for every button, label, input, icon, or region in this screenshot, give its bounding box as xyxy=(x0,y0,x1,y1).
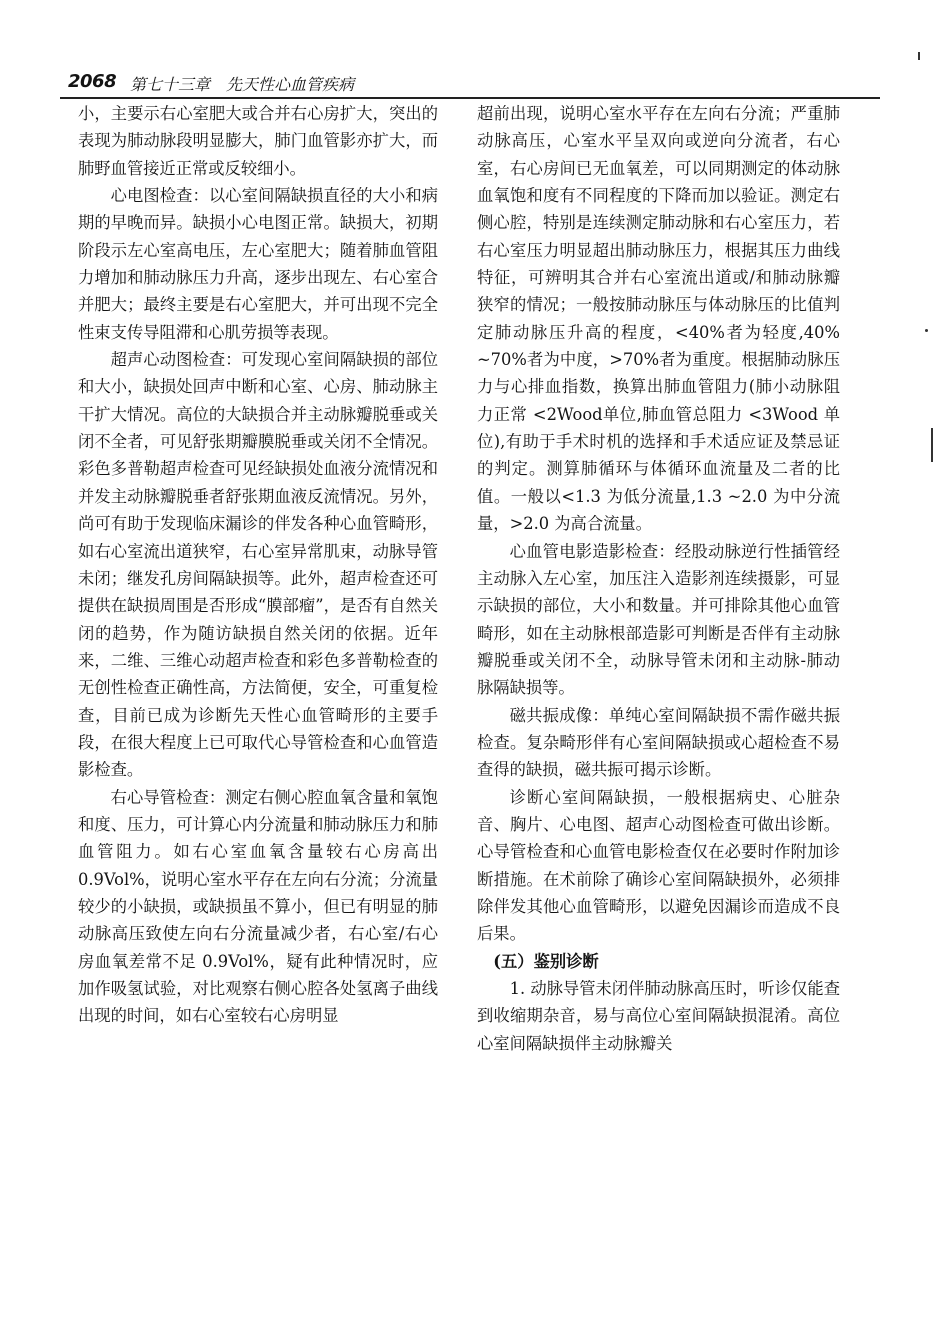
paragraph-ecg: 心电图检查：以心室间隔缺损直径的大小和病期的早晚而异。缺损小心电图正常。缺损大，初期阶段示左心室高电压，左心室肥大；随着肺血管阻力增加和肺动脉压力升高，逐步出现左、右心室合并肥大；最终主要是右心室肥大，并可出现不完全性束支传导阻滞和心肌劳损等表现。 xyxy=(78,186,438,342)
chapter-title: 第七十三章 先天性心血管疾病 xyxy=(130,75,355,94)
paragraph-angiography: 心血管电影造影检查：经股动脉逆行性插管经主动脉入左心室，加压注入造影剂连续摄影，可显示缺损的部位，大小和数量。并可排除其他心血管畸形，如在主动脉根部造影可判断是否伴有主动脉瓣脱垂或关闭不全，动脉导管未闭和主动脉-肺动脉隔缺损等。 xyxy=(477,541,840,698)
scan-mark-line xyxy=(931,428,933,462)
left-column xyxy=(78,100,438,1030)
paragraph-diagnosis-summary: 诊断心室间隔缺损，一般根据病史、心脏杂音、胸片、心电图、超声心动图检查可做出诊断。心导管检查和心血管电影检查仅在必要时作附加诊断措施。在术前除了确诊心室间隔缺损外，必须排除伴发其他心血管畸形，以避免因漏诊而造成不良后果。 xyxy=(477,787,840,944)
paragraph-continuation: 小，主要示右心室肥大或合并右心房扩大，突出的表现为肺动脉段明显膨大，肺门血管影亦扩大，而肺野血管接近正常或反较细小。 xyxy=(78,104,438,178)
page-number: 2068 xyxy=(68,71,117,92)
paragraph-right-heart-catheter: 右心导管检查：测定右侧心腔血氧含量和氧饱和度、压力，可计算心内分流量和肺动脉压力和肺血管阻力。如右心室血氧含量较右心房高出 0.9Vol%，说明心室水平存在左向右分流；分流量较少的小缺损，或缺损虽不算小，但已有明显的肺动脉高压致使左向右分流量减少者，右心室/右心房血氧差常不足 0.9Vol%，疑有此种情况时，应加作吸氢试验，对比观察右侧心腔各处氢离子曲线出现的时间，如右心室较右心房明显 xyxy=(78,787,438,1026)
paragraph-catheter-continued: 超前出现，说明心室水平存在左向右分流；严重肺动脉高压，心室水平呈双向或逆向分流者，右心室，右心房间已无血氧差，可以同期测定的体动脉血氧饱和度有不同程度的下降而加以验证。测定右侧心腔，特别是连续测定肺动脉和右心室压力，若右心室压力明显超出肺动脉压力，根据其压力曲线特征，可辨明其合并右心室流出道或/和肺动脉瓣狭窄的情况；一般按肺动脉压与体动脉压的比值判定肺动脉压升高的程度，<40%者为轻度,40% ~70%者为中度，>70%者为重度。根据肺动脉压力与心排血指数，换算出肺血管阻力(肺小动脉阻力正常 <2Wood单位,肺血管总阻力 <3Wood 单位),有助于手术时机的选择和手术适应证及禁忌证的判定。测算肺循环与体循环血流量及二者的比值。一般以<1.3 为低分流量,1.3 ~2.0 为中分流量，>2.0 为高合流量。 xyxy=(477,104,840,534)
paragraph-differential-1: 1. 动脉导管未闭伴肺动脉高压时，听诊仅能查到收缩期杂音，易与高位心室间隔缺损混淆。高位心室间隔缺损伴主动脉瓣关 xyxy=(477,979,840,1053)
paragraph-mri: 磁共振成像：单纯心室间隔缺损不需作磁共振检查。复杂畸形伴有心室间隔缺损或心超检查不易查得的缺损，磁共振可揭示诊断。 xyxy=(477,705,840,780)
scan-mark-tick xyxy=(918,52,920,60)
running-header xyxy=(60,69,880,99)
scan-mark-dot xyxy=(925,329,928,332)
paragraph-echocardiography: 超声心动图检查：可发现心室间隔缺损的部位和大小，缺损处回声中断和心室、心房、肺动脉主干扩大情况。高位的大缺损合并主动脉瓣脱垂或关闭不全者，可见舒张期瓣膜脱垂或关闭不全情况。彩色多普勒超声检查可见经缺损处血液分流情况和并发主动脉瓣脱垂者舒张期血液反流情况。另外，尚可有助于发现临床漏诊的伴发各种心血管畸形，如右心室流出道狭窄，右心室异常肌束，动脉导管未闭；继发孔房间隔缺损等。此外，超声检查还可提供在缺损周围是否形成“膜部瘤”，是否有自然关闭的趋势，作为随访缺损自然关闭的依据。近年来，二维、三维心动超声检查和彩色多普勒检查的无创性检查正确性高，方法简便，安全，可重复检查，目前已成为诊断先天性心血管畸形的主要手段，在很大程度上已可取代心导管检查和心血管造影检查。 xyxy=(78,350,438,780)
section-heading-differential-diagnosis: (五）鉴别诊断 xyxy=(493,951,599,971)
right-column xyxy=(477,100,840,1057)
